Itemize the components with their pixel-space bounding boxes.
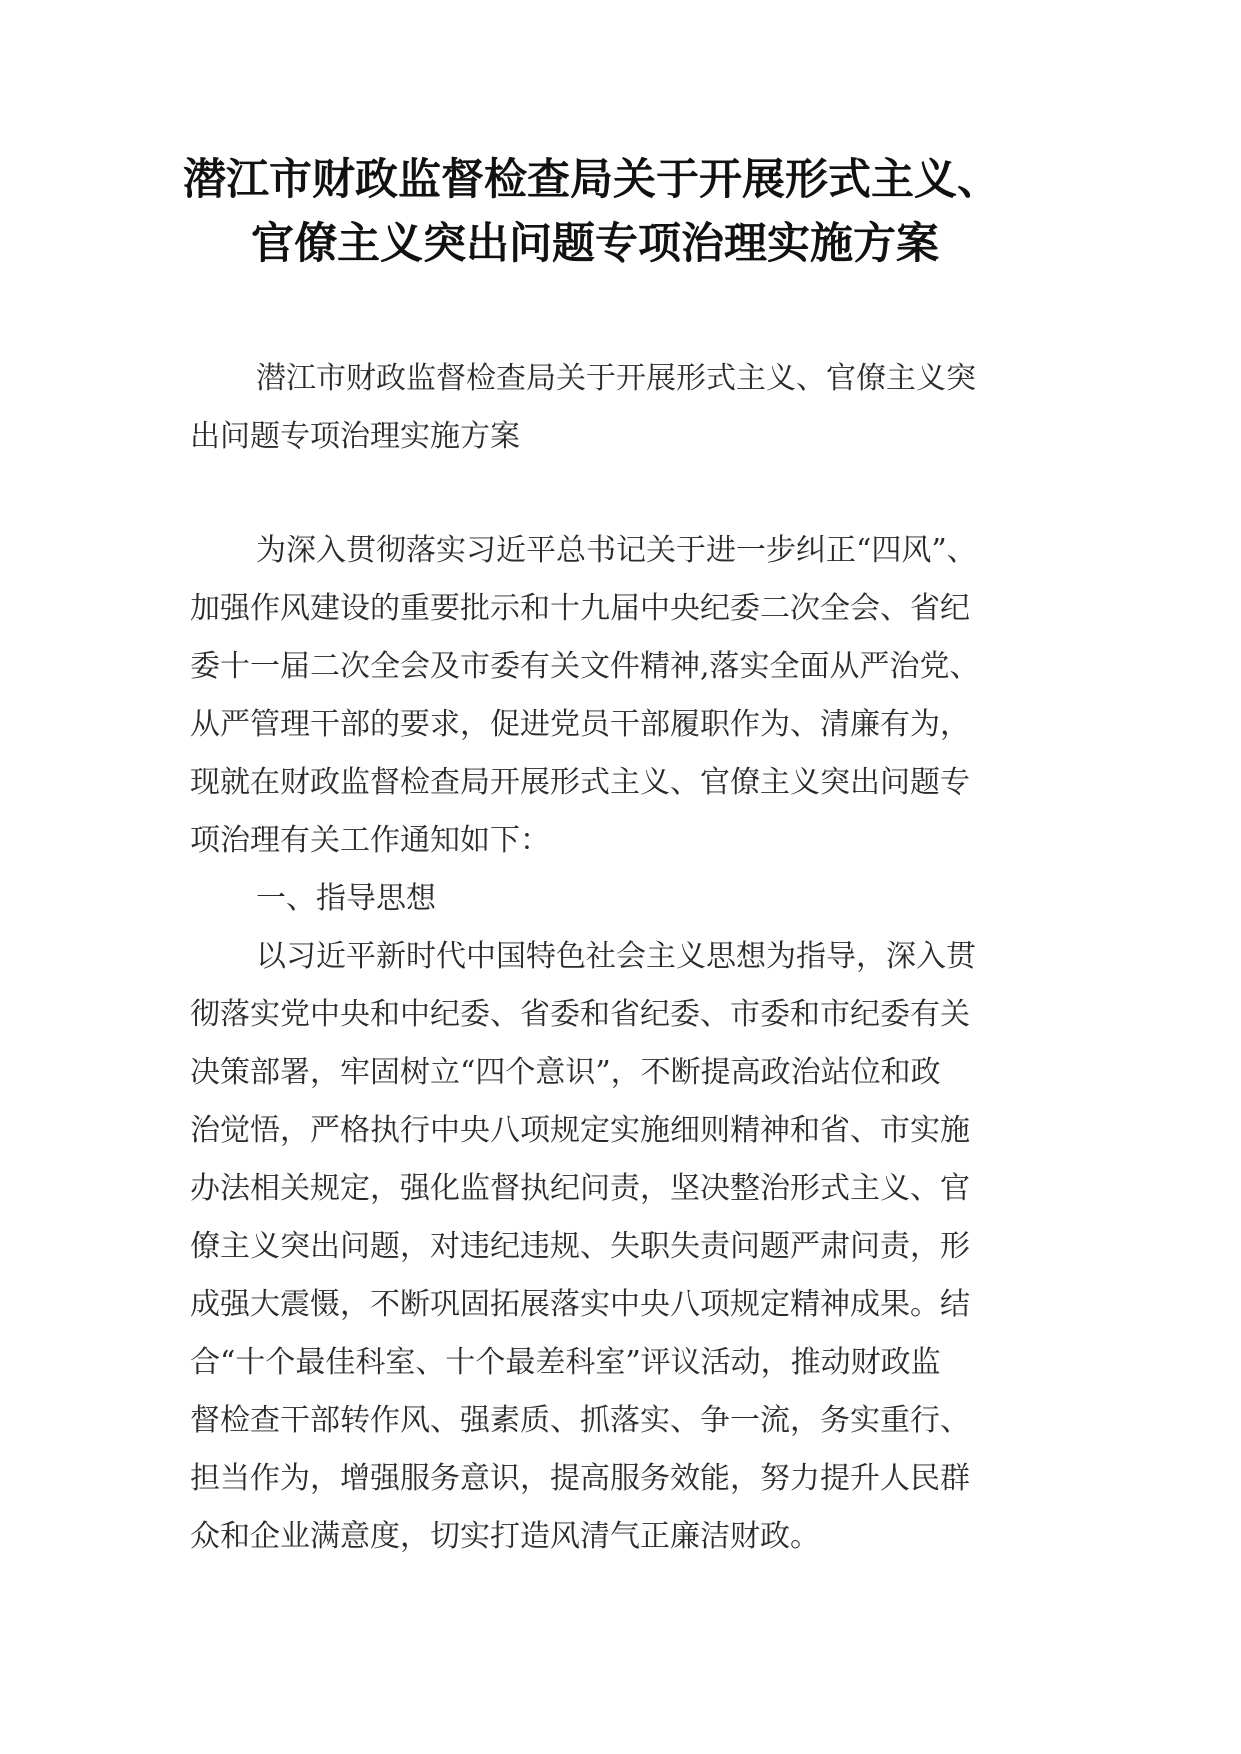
body-line-4: 从严管理干部的要求，促进党员干部履职作为、清廉有为， bbox=[190, 707, 970, 742]
body-line-15: 合“十个最佳科室、十个最差科室”评议活动，推动财政监 bbox=[190, 1345, 941, 1380]
document-title bbox=[150, 148, 1090, 276]
title-line-1: 潜江市财政监督检查局关于开展形式主义、 bbox=[183, 155, 1000, 205]
document-body bbox=[190, 522, 1050, 1566]
body-line-10: 决策部署，牢固树立“四个意识”，不断提高政治站位和政 bbox=[190, 1055, 941, 1090]
body-line-18: 众和企业满意度，切实打造风清气正廉洁财政。 bbox=[190, 1519, 820, 1554]
section-heading-guiding-ideology: 一、指导思想 bbox=[256, 881, 436, 916]
body-line-13: 僚主义突出问题，对违纪违规、失职失责问题严肃问责，形 bbox=[190, 1229, 970, 1264]
body-line-5: 现就在财政监督检查局开展形式主义、官僚主义突出问题专 bbox=[190, 765, 970, 800]
body-line-17: 担当作为，增强服务意识，提高服务效能，努力提升人民群 bbox=[190, 1461, 970, 1496]
subtitle-line-2: 出问题专项治理实施方案 bbox=[190, 419, 520, 454]
body-line-14: 成强大震慑，不断巩固拓展落实中央八项规定精神成果。结 bbox=[190, 1287, 970, 1322]
title-line-2: 官僚主义突出问题专项治理实施方案 bbox=[251, 219, 939, 269]
body-line-12: 办法相关规定，强化监督执纪问责，坚决整治形式主义、官 bbox=[190, 1171, 970, 1206]
body-line-3: 委十一届二次全会及市委有关文件精神,落实全面从严治党、 bbox=[190, 649, 980, 684]
subtitle-line-1: 潜江市财政监督检查局关于开展形式主义、官僚主义突 bbox=[256, 361, 976, 396]
body-line-2: 加强作风建设的重要批示和十九届中央纪委二次全会、省纪 bbox=[190, 591, 970, 626]
body-line-8: 以习近平新时代中国特色社会主义思想为指导，深入贯 bbox=[256, 939, 976, 974]
document-subtitle bbox=[190, 350, 1050, 466]
body-line-9: 彻落实党中央和中纪委、省委和省纪委、市委和市纪委有关 bbox=[190, 997, 970, 1032]
body-line-1: 为深入贯彻落实习近平总书记关于进一步纠正“四风”、 bbox=[256, 533, 977, 568]
body-line-16: 督检查干部转作风、强素质、抓落实、争一流，务实重行、 bbox=[190, 1403, 970, 1438]
body-line-11: 治觉悟，严格执行中央八项规定实施细则精神和省、市实施 bbox=[190, 1113, 970, 1148]
body-line-6: 项治理有关工作通知如下： bbox=[190, 823, 550, 858]
